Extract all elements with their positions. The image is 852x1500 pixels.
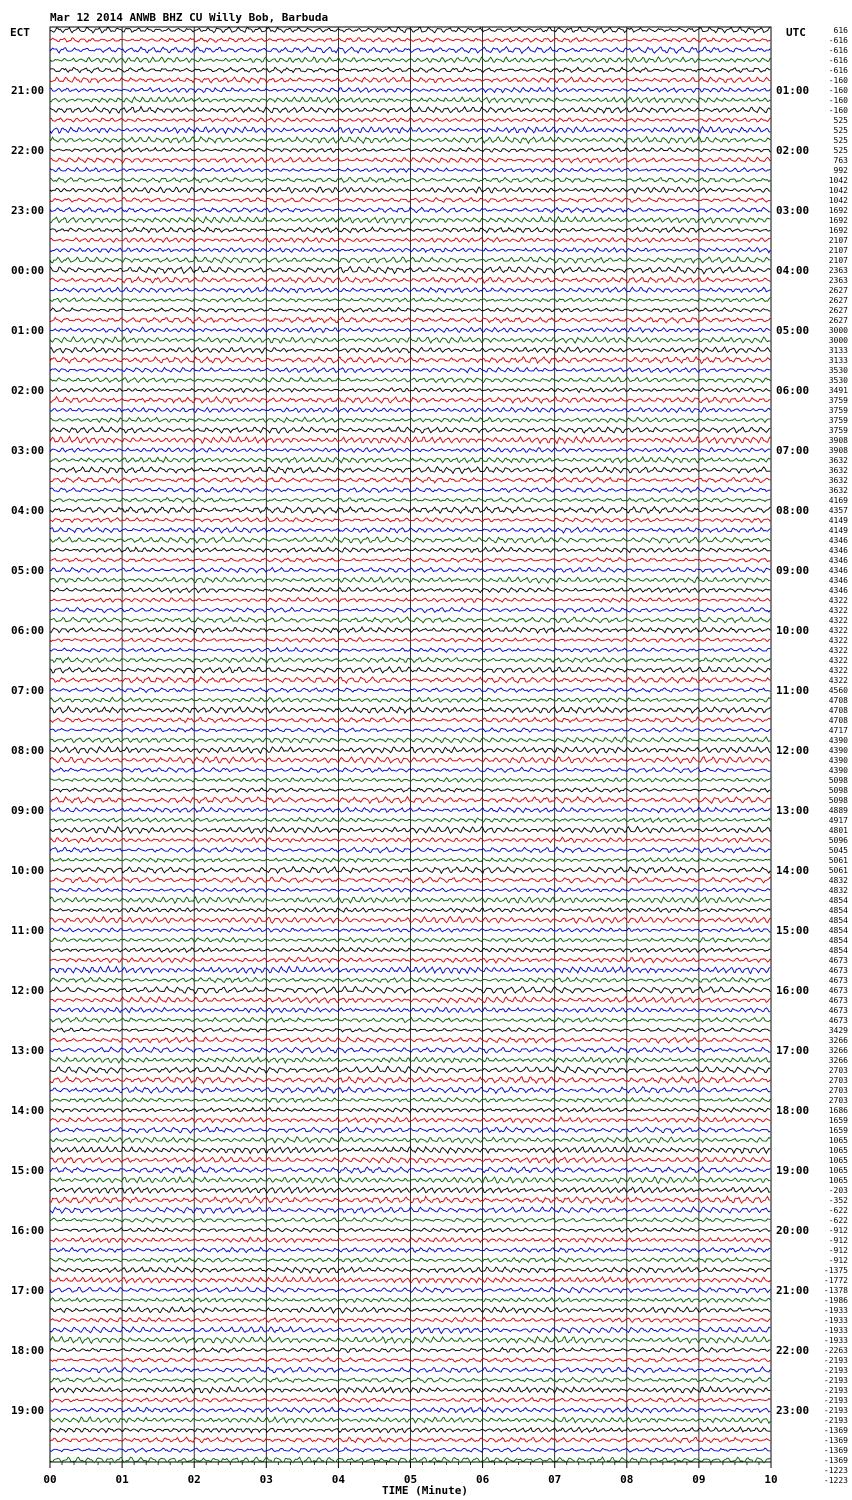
trace-offset-label: 4322	[828, 616, 848, 625]
trace-offset-label: -160	[828, 76, 848, 85]
trace-offset-label: 3530	[828, 376, 848, 385]
trace-offset-label: 3908	[828, 436, 848, 445]
x-tick-label: 00	[43, 1473, 57, 1486]
trace-offset-label: 4346	[828, 566, 848, 575]
trace-offset-label: 4346	[828, 536, 848, 545]
trace-offset-label: 4854	[828, 896, 848, 905]
trace-offset-label: -160	[828, 96, 848, 105]
right-hour-label: 21:00	[776, 1284, 810, 1297]
trace-offset-label: 3632	[828, 476, 848, 485]
x-axis	[43, 1462, 777, 1486]
left-timezone-label: ECT	[10, 26, 30, 39]
left-hour-label: 17:00	[11, 1284, 45, 1297]
left-hour-label: 14:00	[11, 1104, 45, 1117]
trace-offset-label: 3266	[828, 1036, 848, 1045]
trace-offset-label: 3000	[828, 336, 848, 345]
trace-offset-label: -2193	[823, 1406, 848, 1415]
trace-offset-label: -2193	[823, 1356, 848, 1365]
trace-offset-label: 3908	[828, 446, 848, 455]
trace-offset-label: -160	[828, 86, 848, 95]
right-hour-label: 04:00	[776, 264, 810, 277]
trace-offset-label: 4357	[828, 506, 848, 515]
trace-offset-label: -912	[828, 1226, 848, 1235]
trace-offset-label: 4322	[828, 606, 848, 615]
left-hour-label: 02:00	[11, 384, 45, 397]
x-tick-label: 02	[187, 1473, 201, 1486]
x-tick-label: 09	[692, 1473, 706, 1486]
minute-gridlines	[122, 27, 699, 1462]
trace-offset-label: 4854	[828, 936, 848, 945]
trace-offset-label: 4346	[828, 586, 848, 595]
trace-offset-label: 2627	[828, 286, 848, 295]
right-hour-label: 20:00	[776, 1224, 810, 1237]
right-hour-label: 18:00	[776, 1104, 810, 1117]
trace-offset-label: 1659	[828, 1126, 848, 1135]
trace-offset-label: 4560	[828, 686, 848, 695]
trace-offset-label: -1933	[823, 1306, 848, 1315]
trace-offset-label: 4390	[828, 766, 848, 775]
trace-offset-label: 4854	[828, 946, 848, 955]
x-axis-label: TIME (Minute)	[381, 1484, 469, 1497]
trace-offset-label: 4673	[828, 976, 848, 985]
trace-offset-label: 5061	[828, 866, 848, 875]
left-hour-label: 23:00	[11, 204, 45, 217]
x-tick-label: 04	[331, 1473, 346, 1486]
trace-offset-label: 4322	[828, 666, 848, 675]
trace-offset-label: -912	[828, 1256, 848, 1265]
left-hour-label: 05:00	[11, 564, 45, 577]
left-hour-label: 00:00	[11, 264, 45, 277]
trace-offset-label: -616	[828, 36, 848, 45]
left-hour-label: 11:00	[11, 924, 45, 937]
left-hour-label: 04:00	[11, 504, 45, 517]
left-hour-label: 09:00	[11, 804, 45, 817]
trace-offset-label: 4673	[828, 986, 848, 995]
trace-offset-labels	[824, 26, 848, 1485]
trace-offset-label: 1659	[828, 1116, 848, 1125]
trace-offset-label: -1223	[823, 1466, 848, 1475]
trace-offset-label: 763	[833, 156, 848, 165]
right-hour-label: 22:00	[776, 1344, 810, 1357]
trace-offset-label: 2363	[828, 276, 848, 285]
trace-offset-label: 4917	[828, 816, 848, 825]
right-hour-label: 09:00	[776, 564, 810, 577]
left-hour-label: 13:00	[11, 1044, 45, 1057]
trace-offset-label: -203	[828, 1186, 848, 1195]
trace-offset-label: 4854	[828, 926, 848, 935]
x-tick-label: 03	[259, 1473, 273, 1486]
trace-offset-label: -616	[828, 66, 848, 75]
trace-offset-label: 3530	[828, 366, 848, 375]
trace-offset-label: 2107	[828, 246, 848, 255]
right-hour-label: 08:00	[776, 504, 810, 517]
right-hour-label: 01:00	[776, 84, 810, 97]
trace-offset-label: 4346	[828, 546, 848, 555]
trace-offset-label: 1065	[828, 1136, 848, 1145]
trace-offset-label: -2193	[823, 1386, 848, 1395]
trace-offset-label: 2703	[828, 1076, 848, 1085]
left-hour-label: 22:00	[11, 144, 45, 157]
trace-offset-label: 1692	[828, 216, 848, 225]
right-hour-label: 19:00	[776, 1164, 810, 1177]
left-hour-labels	[11, 84, 44, 1417]
trace-offset-label: -2193	[823, 1376, 848, 1385]
left-hour-label: 18:00	[11, 1344, 45, 1357]
trace-offset-label: 5098	[828, 776, 848, 785]
trace-offset-label: 3759	[828, 426, 848, 435]
trace-offset-label: 2107	[828, 256, 848, 265]
trace-offset-label: 5098	[828, 786, 848, 795]
trace-offset-label: 4149	[828, 516, 848, 525]
trace-offset-label: 4832	[828, 876, 848, 885]
trace-offset-label: 1042	[828, 186, 848, 195]
left-hour-label: 19:00	[11, 1404, 45, 1417]
right-hour-label: 07:00	[776, 444, 810, 457]
trace-offset-label: -616	[828, 46, 848, 55]
trace-offset-label: -2193	[823, 1416, 848, 1425]
trace-offset-label: 2627	[828, 296, 848, 305]
trace-offset-label: 3000	[828, 326, 848, 335]
trace-offset-label: 2107	[828, 236, 848, 245]
trace-offset-label: 4889	[828, 806, 848, 815]
trace-offset-label: 3133	[828, 356, 848, 365]
trace-offset-label: 1042	[828, 196, 848, 205]
right-hour-label: 23:00	[776, 1404, 810, 1417]
x-tick-label: 06	[475, 1473, 490, 1486]
trace-offset-label: -1933	[823, 1316, 848, 1325]
trace-offset-label: 2627	[828, 306, 848, 315]
trace-offset-label: 4673	[828, 966, 848, 975]
right-hour-label: 06:00	[776, 384, 810, 397]
trace-offset-label: -1223	[823, 1476, 848, 1485]
right-hour-label: 05:00	[776, 324, 810, 337]
trace-offset-label: 4322	[828, 646, 848, 655]
trace-offset-label: 1065	[828, 1146, 848, 1155]
trace-offset-label: 4801	[828, 826, 848, 835]
trace-offset-label: 4149	[828, 526, 848, 535]
trace-offset-label: 4322	[828, 626, 848, 635]
right-hour-label: 14:00	[776, 864, 810, 877]
trace-offset-label: 4322	[828, 636, 848, 645]
trace-offset-label: 4346	[828, 556, 848, 565]
trace-offset-label: 4169	[828, 496, 848, 505]
trace-offset-label: -1378	[823, 1286, 848, 1295]
trace-offset-label: 3266	[828, 1046, 848, 1055]
trace-offset-label: 2627	[828, 316, 848, 325]
left-hour-label: 01:00	[11, 324, 45, 337]
right-hour-label: 16:00	[776, 984, 810, 997]
left-hour-label: 12:00	[11, 984, 45, 997]
right-hour-label: 03:00	[776, 204, 810, 217]
trace-offset-label: -622	[828, 1216, 848, 1225]
trace-offset-label: -1772	[823, 1276, 848, 1285]
trace-offset-label: 4673	[828, 1016, 848, 1025]
trace-offset-label: 4673	[828, 1006, 848, 1015]
trace-offset-label: 1686	[828, 1106, 848, 1115]
right-hour-label: 12:00	[776, 744, 810, 757]
trace-offset-label: 3632	[828, 486, 848, 495]
trace-offset-label: -912	[828, 1246, 848, 1255]
trace-offset-label: 3491	[828, 386, 848, 395]
trace-offset-label: -1933	[823, 1336, 848, 1345]
trace-offset-label: 4322	[828, 676, 848, 685]
trace-offset-label: 4708	[828, 696, 848, 705]
trace-offset-label: 525	[833, 136, 848, 145]
left-hour-label: 15:00	[11, 1164, 45, 1177]
trace-offset-label: -160	[828, 106, 848, 115]
left-hour-label: 07:00	[11, 684, 45, 697]
trace-offset-label: 5098	[828, 796, 848, 805]
trace-offset-label: -2263	[823, 1346, 848, 1355]
left-hour-label: 10:00	[11, 864, 45, 877]
trace-offset-label: 616	[833, 26, 848, 35]
trace-offset-label: 4708	[828, 706, 848, 715]
trace-offset-label: -352	[828, 1196, 848, 1205]
left-hour-label: 21:00	[11, 84, 45, 97]
trace-offset-label: -1369	[823, 1426, 848, 1435]
x-tick-label: 10	[764, 1473, 778, 1486]
trace-offset-label: -1375	[823, 1266, 848, 1275]
trace-offset-label: 2703	[828, 1086, 848, 1095]
trace-offset-label: 4390	[828, 746, 848, 755]
trace-offset-label: 1692	[828, 226, 848, 235]
trace-offset-label: -912	[828, 1236, 848, 1245]
right-timezone-label: UTC	[786, 26, 806, 39]
trace-offset-label: 3133	[828, 346, 848, 355]
trace-offset-label: 525	[833, 126, 848, 135]
trace-offset-label: 2703	[828, 1066, 848, 1075]
trace-offset-label: 4854	[828, 906, 848, 915]
trace-offset-label: 4390	[828, 756, 848, 765]
trace-offset-label: 3759	[828, 396, 848, 405]
trace-offset-label: 1042	[828, 176, 848, 185]
trace-offset-label: 4390	[828, 736, 848, 745]
trace-offset-label: 3632	[828, 466, 848, 475]
chart-title: Mar 12 2014 ANWB BHZ CU Willy Bob, Barbuda	[50, 11, 329, 24]
trace-offset-label: 3759	[828, 416, 848, 425]
trace-offset-label: 5096	[828, 836, 848, 845]
trace-offset-label: -1369	[823, 1436, 848, 1445]
right-hour-label: 02:00	[776, 144, 810, 157]
right-hour-label: 17:00	[776, 1044, 810, 1057]
trace-offset-label: 3759	[828, 406, 848, 415]
x-tick-label: 07	[548, 1473, 562, 1486]
trace-offset-label: 2363	[828, 266, 848, 275]
trace-offset-label: 4832	[828, 886, 848, 895]
right-hour-label: 13:00	[776, 804, 810, 817]
trace-offset-label: 4854	[828, 916, 848, 925]
trace-offset-label: 4322	[828, 656, 848, 665]
trace-offset-label: 2703	[828, 1096, 848, 1105]
trace-offset-label: 1065	[828, 1166, 848, 1175]
right-hour-label: 15:00	[776, 924, 810, 937]
x-tick-label: 05	[403, 1473, 418, 1486]
trace-offset-label: -622	[828, 1206, 848, 1215]
trace-offset-label: 4673	[828, 956, 848, 965]
x-tick-label: 08	[620, 1473, 634, 1486]
trace-offset-label: -1369	[823, 1456, 848, 1465]
right-hour-labels	[776, 84, 809, 1417]
x-tick-label: 01	[115, 1473, 129, 1486]
trace-offset-label: 525	[833, 146, 848, 155]
trace-offset-label: 4673	[828, 996, 848, 1005]
right-hour-label: 11:00	[776, 684, 810, 697]
right-hour-label: 10:00	[776, 624, 810, 637]
trace-offset-label: 1065	[828, 1156, 848, 1165]
trace-offset-label: 3632	[828, 456, 848, 465]
trace-offset-label: 1692	[828, 206, 848, 215]
trace-offset-label: -1369	[823, 1446, 848, 1455]
left-hour-label: 16:00	[11, 1224, 45, 1237]
trace-offset-label: -1986	[823, 1296, 848, 1305]
trace-offset-label: -2193	[823, 1396, 848, 1405]
trace-offset-label: 3429	[828, 1026, 848, 1035]
trace-offset-label: -616	[828, 56, 848, 65]
trace-offset-label: 4708	[828, 716, 848, 725]
trace-offset-label: 3266	[828, 1056, 848, 1065]
trace-offset-label: 525	[833, 116, 848, 125]
trace-offset-label: 4717	[828, 726, 848, 735]
trace-offset-label: 5061	[828, 856, 848, 865]
left-hour-label: 06:00	[11, 624, 45, 637]
trace-offset-label: 1065	[828, 1176, 848, 1185]
trace-offset-label: 5045	[828, 846, 848, 855]
trace-offset-label: 992	[833, 166, 848, 175]
left-hour-label: 03:00	[11, 444, 45, 457]
trace-offset-label: -2193	[823, 1366, 848, 1375]
trace-offset-label: 4346	[828, 576, 848, 585]
trace-offset-label: 4322	[828, 596, 848, 605]
trace-offset-label: -1933	[823, 1326, 848, 1335]
left-hour-label: 08:00	[11, 744, 45, 757]
